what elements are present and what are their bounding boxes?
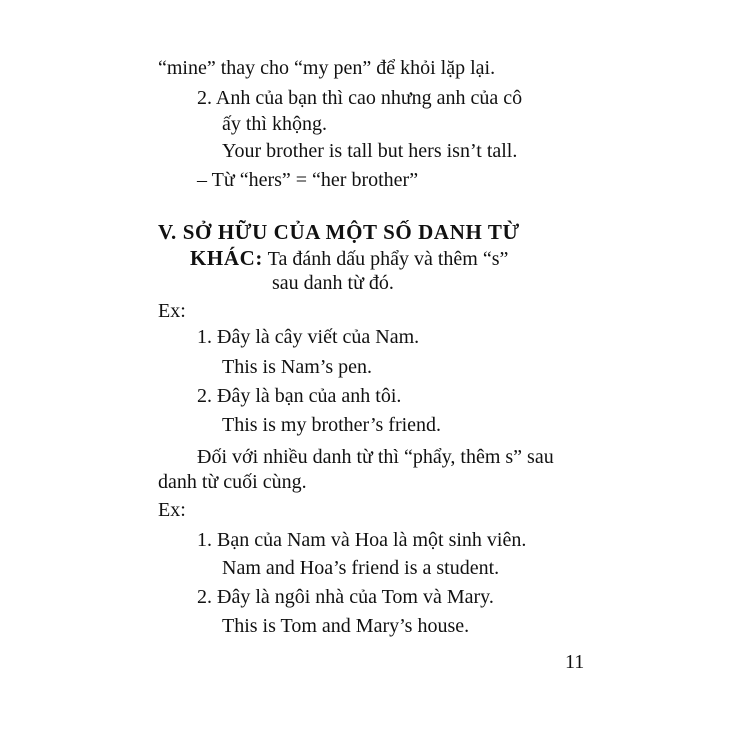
page-number: 11 bbox=[565, 651, 585, 673]
example-en: This is my brother’s friend. bbox=[222, 414, 442, 436]
text-line: sau danh từ đó. bbox=[272, 272, 394, 294]
note-line: Đối với nhiều danh từ thì “phẩy, thêm s” sau bbox=[197, 446, 554, 468]
example-label: Ex: bbox=[158, 300, 186, 322]
section-heading-line2 bbox=[190, 246, 508, 271]
section-heading: V. SỞ HỮU CỦA MỘT SỐ DANH TỪ bbox=[158, 220, 520, 244]
note-line: danh từ cuối cùng. bbox=[158, 471, 307, 493]
example-en: Nam and Hoa’s friend is a student. bbox=[222, 557, 500, 579]
example-en: This is Nam’s pen. bbox=[222, 356, 372, 378]
heading-bold-word: KHÁC: bbox=[190, 246, 263, 270]
text-line: 2. Anh của bạn thì cao nhưng anh của cô bbox=[197, 87, 523, 109]
heading-rest: Ta đánh dấu phẩy và thêm “s” bbox=[263, 248, 509, 270]
example-label: Ex: bbox=[158, 499, 186, 521]
example-vi: 2. Đây là bạn của anh tôi. bbox=[197, 385, 402, 407]
text-line: ấy thì khộng. bbox=[222, 113, 327, 135]
example-en: This is Tom and Mary’s house. bbox=[222, 615, 470, 637]
example-vi: 2. Đây là ngôi nhà của Tom và Mary. bbox=[197, 586, 494, 608]
text-line: – Từ “hers” = “her brother” bbox=[197, 169, 419, 191]
example-vi: 1. Bạn của Nam và Hoa là một sinh viên. bbox=[197, 529, 527, 551]
text-line: “mine” thay cho “my pen” để khỏi lặp lại. bbox=[158, 57, 496, 79]
example-vi: 1. Đây là cây viết của Nam. bbox=[197, 326, 420, 348]
text-line: Your brother is tall but hers isn’t tall. bbox=[222, 140, 518, 162]
